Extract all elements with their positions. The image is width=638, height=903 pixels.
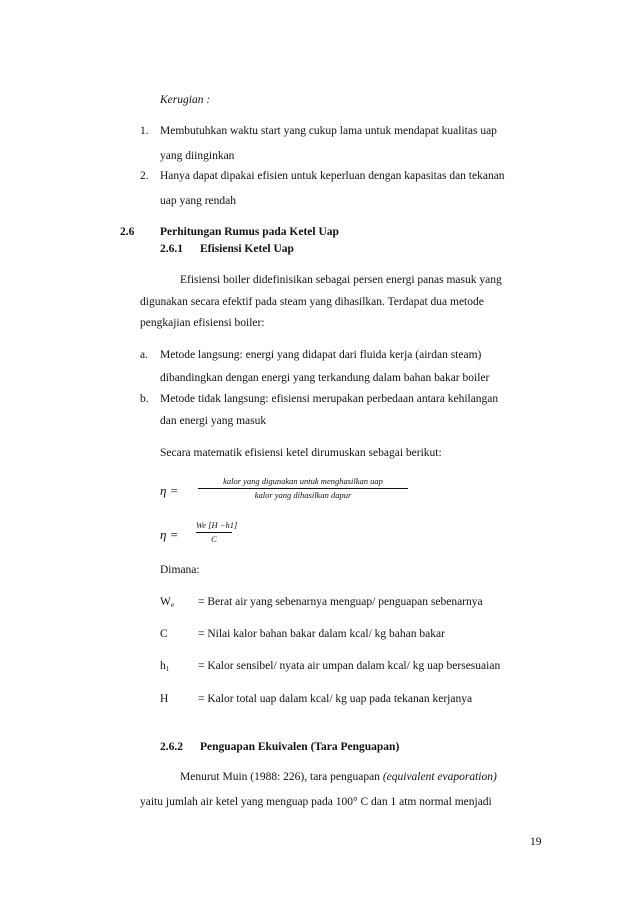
subsection-number: 2.6.2 [160,741,183,753]
definition-symbol: $W_e$ [160,596,174,609]
definition-symbol: C [160,628,168,640]
formula-numerator: kalor yang digunakan untuk menghasilkan uap [223,476,383,486]
definition-text: = Kalor sensibel/ nyata air umpan dalam kcal/ kg uap bersesuaian [198,660,501,672]
definition-text: = Kalor total uap dalam kcal/ kg uap pada tekanan kerjanya [198,693,473,705]
list-item-text: Metode langsung: energi yang didapat dari fluida kerja (airdan steam) [160,349,482,361]
list-number: 2. [140,170,149,182]
list-number: 1. [140,125,149,137]
formula-denominator: kalor yang dihasilkan dapur [254,490,352,500]
formula-lhs: η = [160,527,179,542]
subsection-number: 2.6.1 [160,243,183,255]
section-title: Perhitungan Rumus pada Ketel Uap [160,226,339,238]
definition-text: = Nilai kalor bahan bakar dalam kcal/ kg bahan bakar [198,628,445,640]
paragraph-line: Secara matematik efisiensi ketel dirumuskan sebagai berikut: [160,447,442,459]
formula-numerator: We [H −h1] [196,520,238,530]
formula-fraction [198,476,408,500]
list-item-text: uap yang rendah [160,195,236,207]
definition-symbol: $h_1$ [160,660,170,673]
list-item-text: yang diinginkan [160,150,235,162]
list-item-text: dan energi yang masuk [160,415,267,427]
formula-denominator: C [211,534,217,544]
list-label: b. [140,393,149,405]
section-number: 2.6 [120,226,135,238]
paragraph-line: yaitu jumlah air ketel yang menguap pada 100° C dan 1 atm normal menjadi [140,796,492,808]
list-item-text: Hanya dapat dipakai efisien untuk keperluan dengan kapasitas dan tekanan [160,170,505,182]
list-item-text: Membutuhkan waktu start yang cukup lama untuk mendapat kualitas uap [160,125,497,137]
formula-fraction [196,520,238,544]
fraction-bar [196,532,232,533]
list-label: a. [140,349,148,361]
paragraph-line: Menurut Muin (1988: 226), tara penguapan (equivalent evaporation) [180,771,497,783]
page-number: 19 [530,836,542,848]
paragraph-line: pengkajian efisiensi boiler: [140,317,265,329]
subsection-title: Efisiensi Ketel Uap [200,243,294,255]
list-item-text: dibandingkan dengan energi yang terkandung dalam bahan bakar boiler [160,372,490,384]
list-item-text: Metode tidak langsung: efisiensi merupakan perbedaan antara kehilangan [160,393,499,405]
dimana-label: Dimana: [160,564,200,576]
fraction-bar [198,488,408,489]
definition-text: = Berat air yang sebenarnya menguap/ penguapan sebenarnya [198,596,483,608]
subsection-title: Penguapan Ekuivalen (Tara Penguapan) [200,741,400,753]
kerugian-heading: Kerugian : [160,94,211,106]
definition-symbol: H [160,693,169,705]
paragraph-line: digunakan secara efektif pada steam yang dihasilkan. Terdapat dua metode [140,296,484,308]
formula-lhs: η = [160,483,179,498]
paragraph-line: Efisiensi boiler didefinisikan sebagai persen energi panas masuk yang [180,274,502,286]
italic-term: (equivalent evaporation) [382,771,497,783]
